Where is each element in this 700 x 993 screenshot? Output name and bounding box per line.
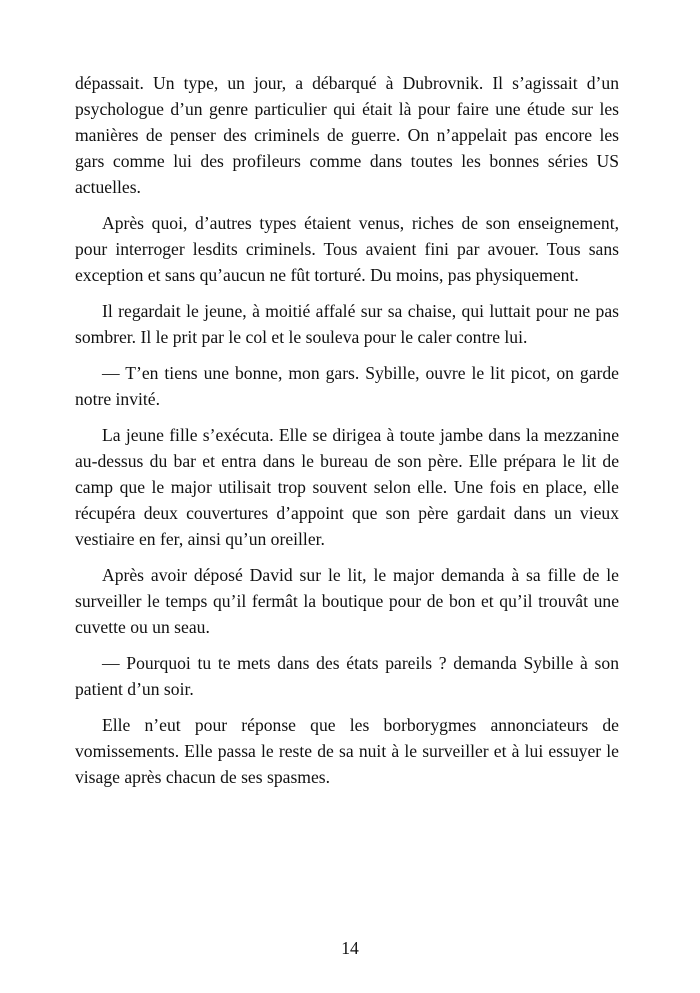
paragraph: dépassait. Un type, un jour, a débarqué à Dubrovnik. Il s’agissait d’un psychologue d’un genre particulier qui était là pour faire une étude sur les manières de penser des criminels de guerre. On n’appelait pas encore les gars comme lui des profileurs comme dans toutes les bonnes séries US actuelles. <box>75 73 619 197</box>
paragraph: La jeune fille s’exécuta. Elle se dirigea à toute jambe dans la mezzanine au-dessus du bar et entra dans le bureau de son père. Elle prépara le lit de camp que le major utilisait trop souvent selon elle. Une fois en place, elle récupéra deux couvertures d’appoint que son père gardait dans un vieux vestiaire en fer, ainsi qu’un oreiller. <box>75 425 619 549</box>
paragraph: Elle n’eut pour réponse que les borborygmes annonciateurs de vomissements. Elle passa le reste de sa nuit à le surveiller et à lui essuyer le visage après chacun de ses spasmes. <box>75 715 619 787</box>
dialogue-paragraph: — T’en tiens une bonne, mon gars. Sybille, ouvre le lit picot, on garde notre invité. <box>75 363 619 409</box>
paragraph: Il regardait le jeune, à moitié affalé sur sa chaise, qui luttait pour ne pas sombrer. Il le prit par le col et le souleva pour le caler contre lui. <box>75 301 619 347</box>
page-body <box>75 70 619 800</box>
dialogue-paragraph: — Pourquoi tu te mets dans des états pareils ? demanda Sybille à son patient d’un soir. <box>75 653 619 699</box>
paragraph: Après quoi, d’autres types étaient venus, riches de son enseignement, pour interroger lesdits criminels. Tous avaient fini par avouer. Tous sans exception et sans qu’aucun ne fût torturé. Du moins, pas physiquement. <box>75 213 619 285</box>
paragraph: Après avoir déposé David sur le lit, le major demanda à sa fille de le surveiller le temps qu’il fermât la boutique pour de bon et qu’il trouvât une cuvette ou un seau. <box>75 565 619 637</box>
page-number: 14 <box>341 938 359 958</box>
